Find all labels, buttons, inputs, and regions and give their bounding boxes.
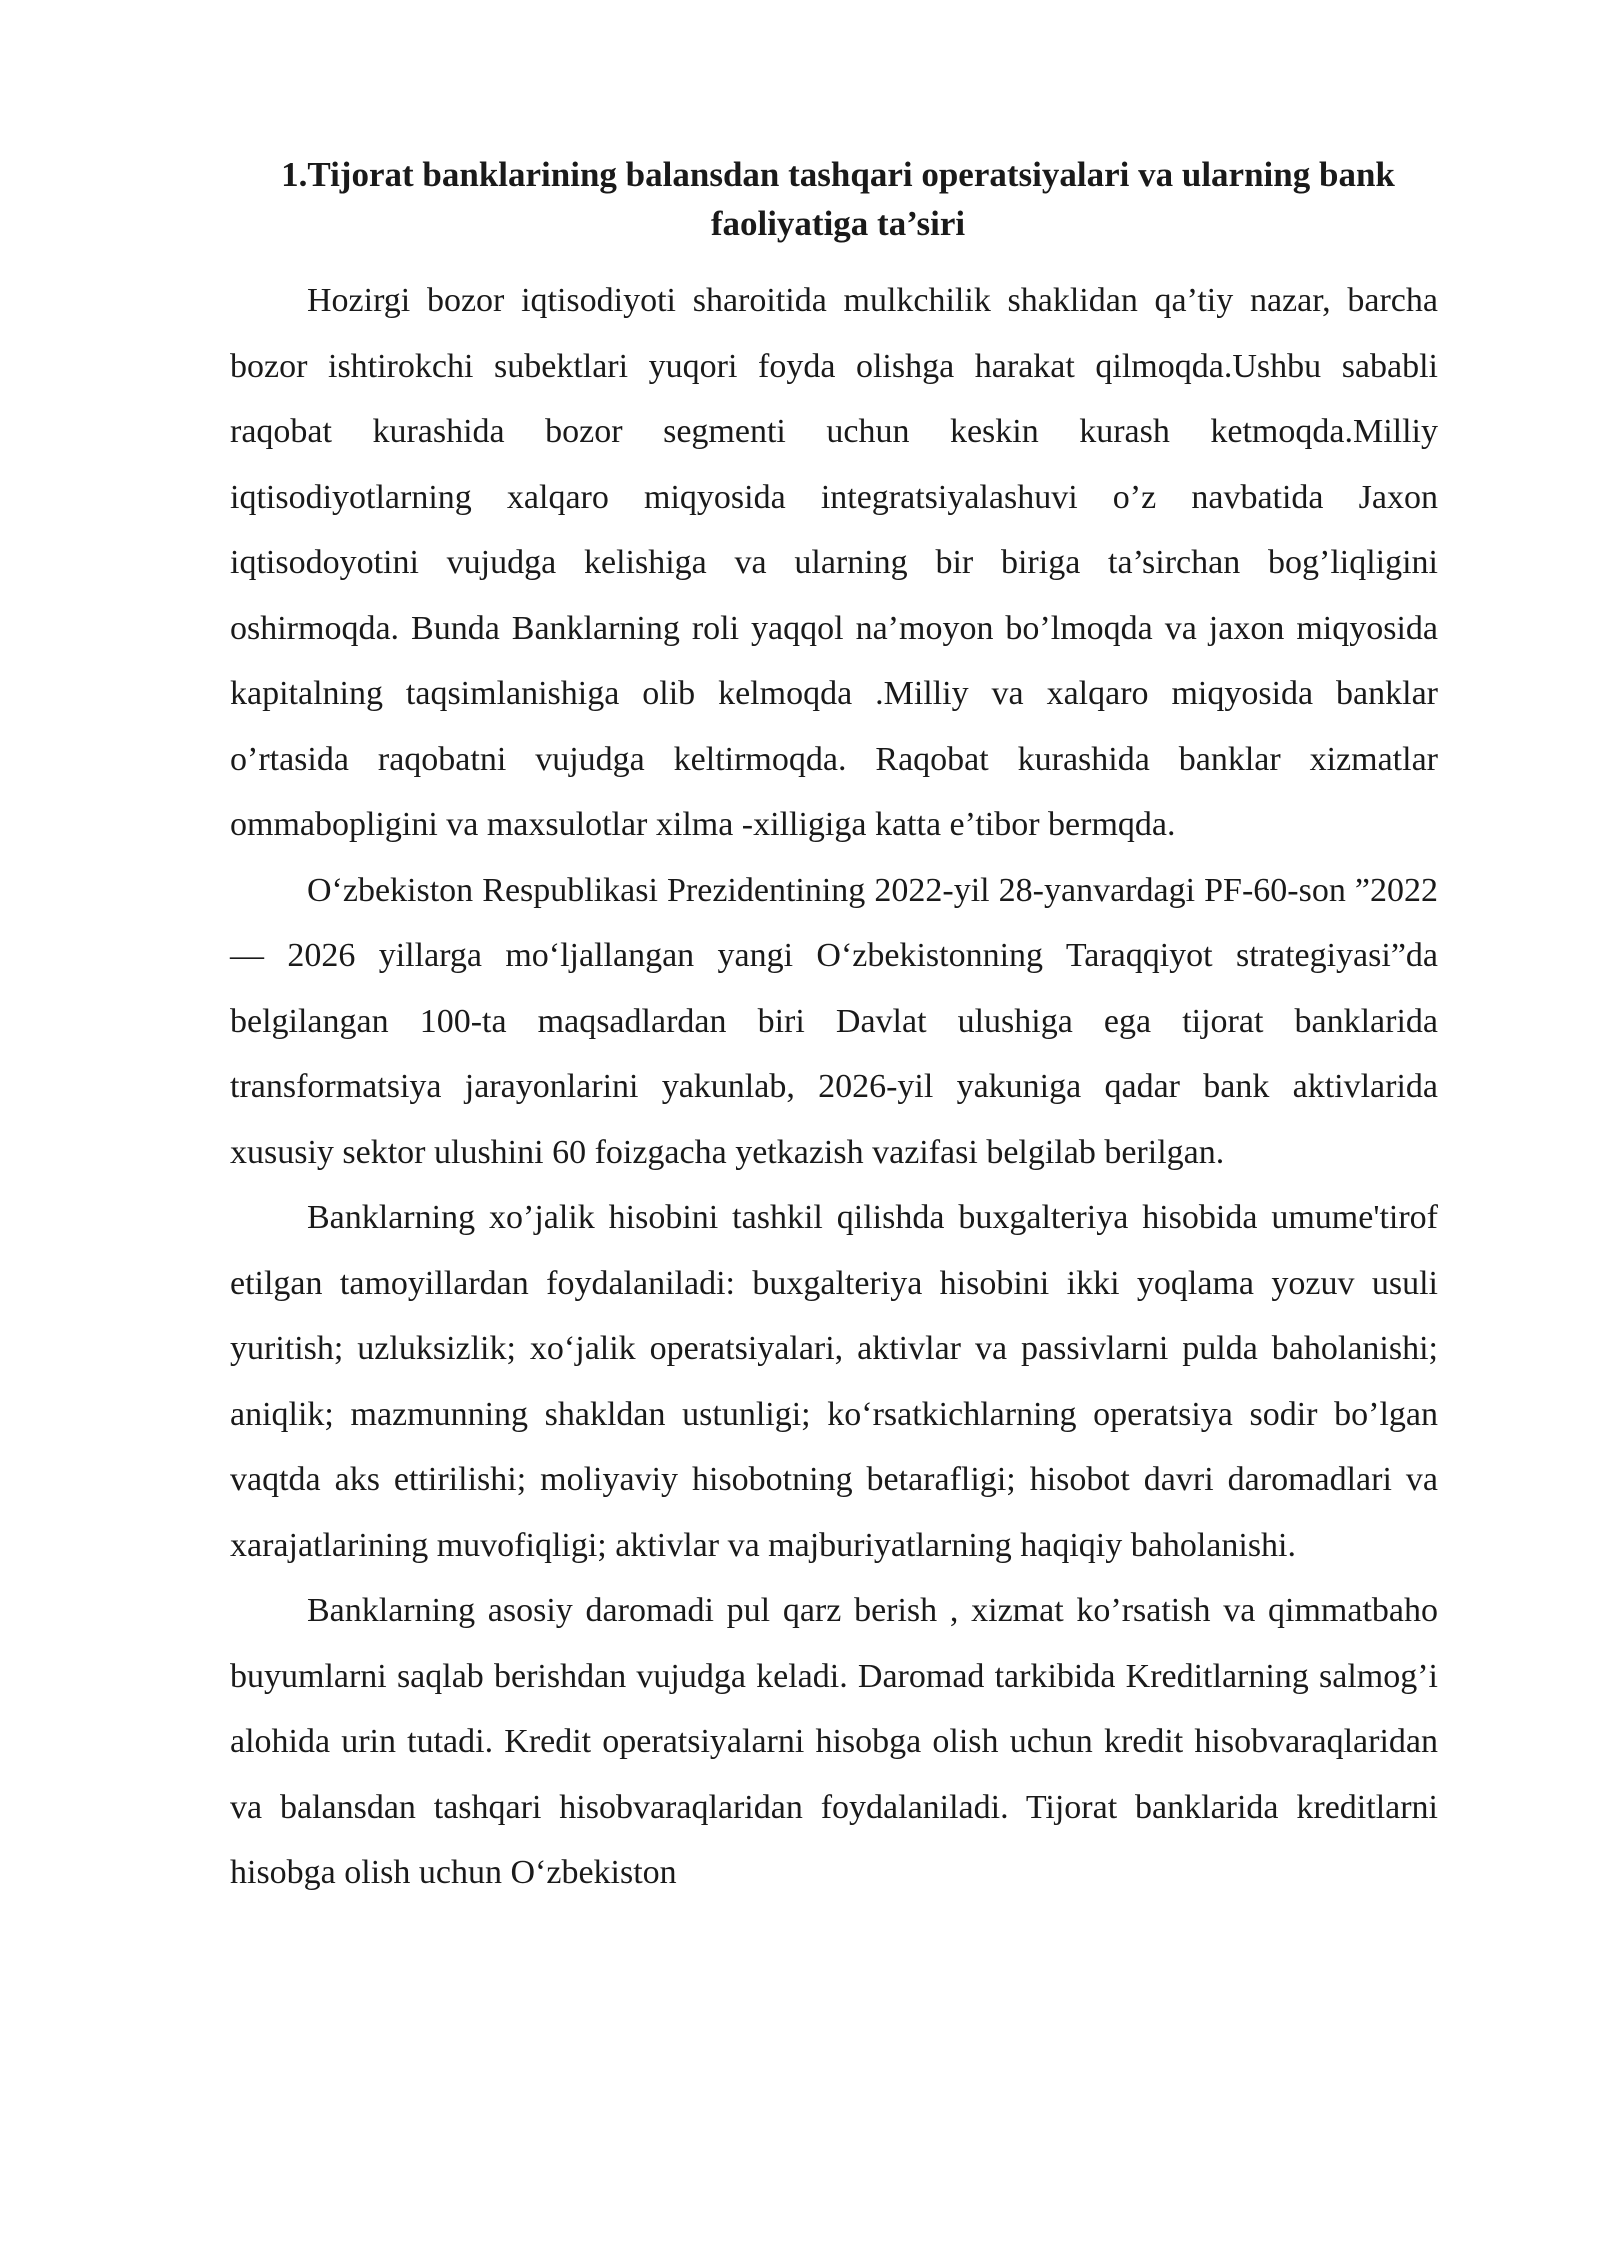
document-body — [230, 150, 1438, 1906]
paragraph-1: Hozirgi bozor iqtisodiyoti sharoitida mulkchilik shaklidan qa’tiy nazar, barcha bozor ishtirokchi subektlari yuqori foyda olishga harakat qilmoqda.Ushbu sababli raqobat kurashida bozor segmenti uchun keskin kurash ketmoqda.Milliy iqtisodiyotlarning xalqaro miqyosida integratsiyalashuvi o’z navbatida Jaxon iqtisodoyotini vujudga kelishiga va ularning bir biriga ta’sirchan bog’liqligini oshirmoqda. Bunda Banklarning roli yaqqol na’moyon bo’lmoqda va jaxon miqyosida kapitalning taqsimlanishiga olib kelmoqda .Milliy va xalqaro miqyosida banklar o’rtasida raqobatni vujudga keltirmoqda. Raqobat kurashida banklar xizmatlar ommabopligini va maxsulotlar xilma -xilligiga katta e’tibor bermqda. — [230, 282, 1438, 843]
paragraph-3: Banklarning xo’jalik hisobini tashkil qilishda buxgalteriya hisobida umume'tirof etilgan tamoyillardan foydalaniladi: buxgalteriya hisobini ikki yoqlama yozuv usuli yuritish; uzluksizlik; xo‘jalik operatsiyalari, aktivlar va passivlarni pulda baholanishi; aniqlik; mazmunning shakldan ustunligi; ko‘rsatkichlarning operatsiya sodir bo’lgan vaqtda aks ettirilishi; moliyaviy hisobotning betarafligi; hisobot davri daromadlari va xarajatlarining muvofiqligi; aktivlar va majburiyatlarning haqiqiy baholanishi. — [230, 1199, 1438, 1564]
paragraph-4: Banklarning asosiy daromadi pul qarz berish , xizmat ko’rsatish va qimmatbaho buyumlarni saqlab berishdan vujudga keladi. Daromad tarkibida Kreditlarning salmog’i alohida urin tutadi. Kredit operatsiyalarni hisobga olish uchun kredit hisobvaraqlaridan va balansdan tashqari hisobvaraqlaridan foydalaniladi. Tijorat banklarida kreditlarni hisobga olish uchun O‘zbekiston — [230, 1592, 1438, 1891]
document-title — [230, 150, 1438, 248]
title-line-2: faoliyatiga ta’siri — [710, 204, 966, 243]
paragraph-2: O‘zbekiston Respublikasi Prezidentining 2022-yil 28-yanvardagi PF-60-son ”2022 — 2026 yillarga mo‘ljallangan yangi O‘zbekistonning Taraqqiyot strategiyasi”da belgilangan 100-ta maqsadlardan biri Davlat ulushiga ega tijorat banklarida transformatsiya jarayonlarini yakunlab, 2026-yil yakuniga qadar bank aktivlarida xususiy sektor ulushini 60 foizgacha yetkazish vazifasi belgilab berilgan. — [230, 871, 1438, 1171]
title-line-1: 1.Tijorat banklarining balansdan tashqari operatsiyalari va ularning bank — [281, 155, 1395, 194]
